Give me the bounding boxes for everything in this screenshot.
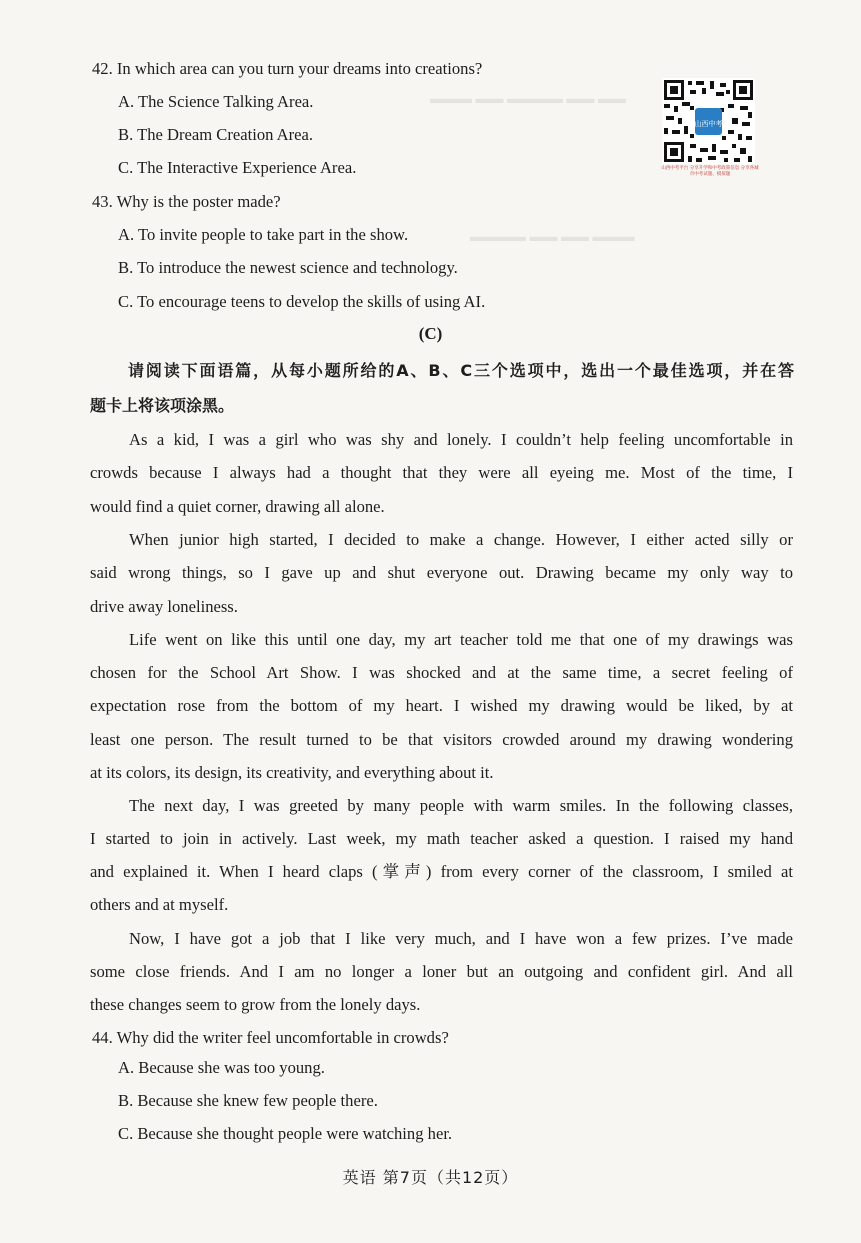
bleed-through-text: ▬▬▬ ▬▬ ▬▬▬▬ ▬▬ ▬▬ (430, 92, 626, 107)
question-44-option-b: B. Because she knew few people there. (118, 1091, 378, 1110)
qr-code[interactable] (662, 78, 755, 164)
passage-line: crowds because I always had a thought that they were all eyeing me. Most of the time, I (90, 463, 793, 482)
question-44-option-c: C. Because she thought people were watching her. (118, 1124, 453, 1143)
question-42-stem: 42. In which area can you turn your dreams into creations? (92, 59, 483, 78)
passage-line: Now, I have got a job that I like very much, and I have won a few prizes. I’ve made (129, 929, 793, 948)
passage-line: chosen for the School Art Show. I was shocked and at the same time, a secret feeling of (90, 663, 793, 682)
question-42-option-c: C. The Interactive Experience Area. (118, 158, 357, 177)
passage-line: said wrong things, so I gave up and shut everyone out. Drawing became my only way to (90, 563, 793, 582)
passage-line: I started to join in actively. Last week, my math teacher asked a question. I raised my hand (90, 829, 793, 848)
passage-line: The next day, I was greeted by many people with warm smiles. In the following classes, (129, 796, 793, 815)
passage-line: and explained it. When I heard claps (掌声) from every corner of the classroom, I smiled at (90, 862, 793, 881)
question-42-option-a: A. The Science Talking Area. (118, 92, 314, 111)
passage-line: expectation rose from the bottom of my heart. I wished my drawing would be liked, by at (90, 696, 793, 715)
qr-code-graphic (662, 78, 755, 164)
question-42-option-b: B. The Dream Creation Area. (118, 125, 314, 144)
question-43-stem: 43. Why is the poster made? (92, 192, 281, 211)
passage-line: would find a quiet corner, drawing all alone. (90, 497, 385, 516)
passage-line: Life went on like this until one day, my art teacher told me that one of my drawings was (129, 630, 793, 649)
passage-line: When junior high started, I decided to make a change. However, I either acted silly or (129, 530, 793, 549)
passage-line: drive away loneliness. (90, 597, 238, 616)
section-title: (C) (418, 324, 443, 343)
page-footer: 英语 第7页（共12页） (342, 1168, 519, 1187)
section-instruction: 请阅读下面语篇，从每小题所给的A、B、C三个选项中，选出一个最佳选项，并在答 (128, 361, 794, 380)
question-43-option-b: B. To introduce the newest science and technology. (118, 258, 458, 277)
passage-line: some close friends. And I am no longer a loner but an outgoing and confident girl. And all (90, 962, 793, 981)
passage-line: at its colors, its design, its creativity, and everything about it. (90, 763, 494, 782)
passage-line: As a kid, I was a girl who was shy and lonely. I couldn’t help feeling uncomfortable in (129, 430, 793, 449)
bleed-through-text: ▬▬▬▬ ▬▬ ▬▬ ▬▬▬ (470, 230, 635, 245)
passage-line: others and at myself. (90, 895, 229, 914)
passage-line: these changes seem to grow from the lonely days. (90, 995, 421, 1014)
question-44-stem: 44. Why did the writer feel uncomfortable in crowds? (92, 1028, 449, 1047)
question-43-option-a: A. To invite people to take part in the show. (118, 225, 409, 244)
passage-line: least one person. The result turned to be that visitors crowded around my drawing wondering (90, 730, 793, 749)
qr-logo-text: 山西中考 (694, 120, 723, 128)
section-instruction-continued: 题卡上将该项涂黑。 (90, 396, 235, 415)
question-43-option-c: C. To encourage teens to develop the skills of using AI. (118, 292, 486, 311)
qr-caption: 山西中考平台 分享升学和中考政策信息 分享各城市中考试题、模拟题 (661, 166, 759, 177)
question-44-option-a: A. Because she was too young. (118, 1058, 325, 1077)
